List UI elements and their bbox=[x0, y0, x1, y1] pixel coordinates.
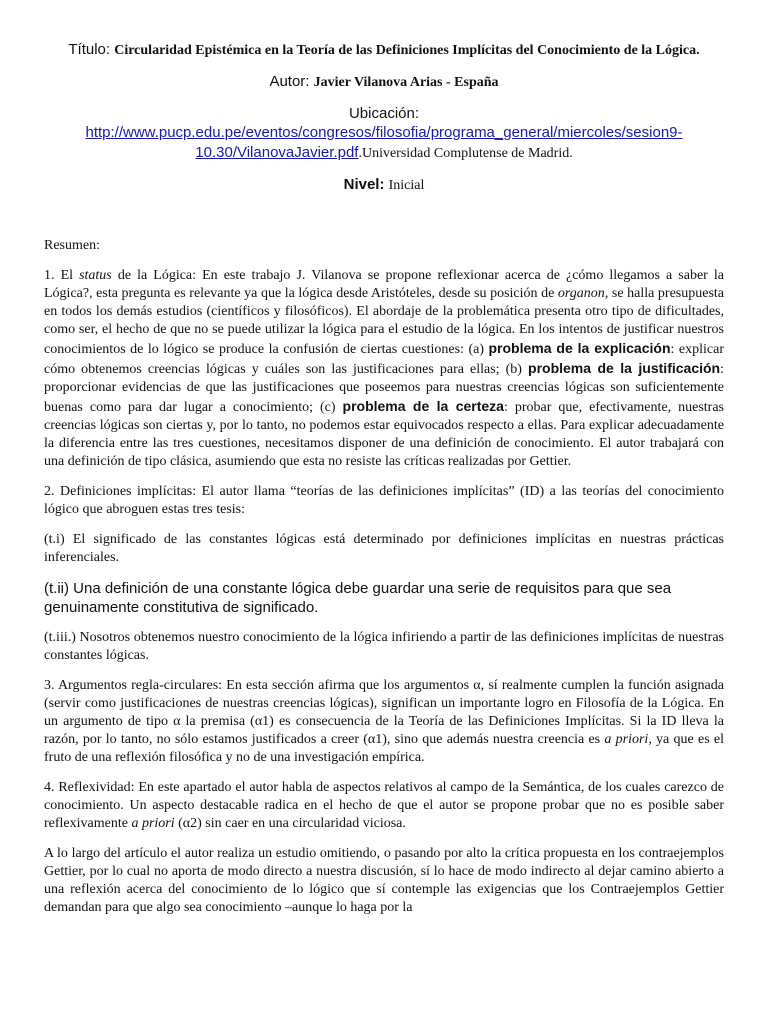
document-title: Circularidad Epistémica en la Teoría de las Definiciones Implícitas del Conocimiento de la Lógica. bbox=[114, 43, 700, 58]
p1-text-f: : probar que, efectivamente, nuestras creencias lógicas son ciertas y, por lo tanto, no podemos estar equivocados respecto a ellas. Para explicar adecuadamente la diferencia entre las tres cuestiones, necesitamos disponer de una definición de conocimiento. El autor trabajará con una definición de tipo clásica, asumiendo que esta no resiste las críticas realizadas por Gettier. bbox=[44, 400, 724, 469]
p1-status-term: status bbox=[79, 268, 112, 283]
paragraph-thesis-2: (t.ii) Una definición de una constante lógica debe guardar una serie de requisitos para que sea genuinamente constitutiva de significado. bbox=[44, 580, 672, 616]
p6-apriori-term: a priori bbox=[604, 732, 649, 747]
author-label: Autor: bbox=[269, 73, 314, 90]
p1-problem-explicacion: problema de la explicación bbox=[488, 340, 671, 356]
resumen-label: Resumen: bbox=[44, 238, 100, 253]
p1-text-b: de la Lógica: En este trabajo J. Vilanova se propone reflexionar acerca de ¿cómo llegamos a saber la Lógica?, esta pregunta es relevante ya que la lógica desde Aristóteles, desde su posición de bbox=[44, 268, 724, 301]
p6-text-b: , ya que es el fruto de una reflexión filosófica y no de una investigación empírica. bbox=[44, 732, 724, 765]
p1-text-a: 1. El bbox=[44, 268, 80, 283]
paragraph-status bbox=[44, 267, 724, 471]
p7-text-b: (α2) sin caer en una circularidad viciosa. bbox=[174, 816, 406, 831]
location-link[interactable]: http://www.pucp.edu.pe/eventos/congresos/filosofia/programa_general/miercoles/sesion9-10.30/VilanovaJavier.pdf bbox=[85, 124, 683, 161]
paragraph-argumentos bbox=[44, 677, 724, 767]
paragraph-thesis-1: (t.i) El significado de las constantes lógicas está determinado por definiciones implícitas en nuestras prácticas inferenciales. bbox=[44, 532, 724, 565]
paragraph-reflexividad bbox=[44, 779, 724, 833]
p1-problem-justificacion: problema de la justificación bbox=[528, 360, 721, 376]
p1-organon-term: organon bbox=[557, 286, 605, 301]
paragraph-conclusion: A lo largo del artículo el autor realiza un estudio omitiendo, o pasando por alto la crítica propuesta en los contraejemplos Gettier, por lo cual no aporta de modo directo a nuestra discusión, sí lo hace de modo indirecto al dejar camino abierto a una reflexión acerca del conocimiento de lo lógico que sí contemple las exigencias que los Contraejemplos Gettier demandan para que algo sea conocimiento –aunque lo haga por la bbox=[44, 846, 724, 915]
author-line bbox=[44, 72, 724, 92]
p1-text-e: : proporcionar evidencias de que las justificaciones que poseemos para nuestras creencias lógicas son suficientemente buenas como para dar lugar a conocimiento; (c) bbox=[44, 362, 724, 415]
paragraph-definiciones: 2. Definiciones implícitas: El autor llama “teorías de las definiciones implícitas” (ID) a las teorías del conocimiento lógico que abroguen estas tres tesis: bbox=[44, 484, 724, 517]
location-suffix: .Universidad Complutense de Madrid. bbox=[358, 146, 573, 161]
p1-text-c: , se halla presupuesta en todos los demás estudios (científicos y filosóficos). El abordaje de la problemática presenta otro tipo de dificultades, como ser, el hecho de que no se puede utilizar la lógica para el estudio de la lógica. En los intentos de justificar nuestros conocimientos de lo lógico se produce la confusión de ciertas cuestiones: (a) bbox=[44, 286, 724, 357]
p7-apriori-term: a priori bbox=[131, 816, 175, 831]
p1-problem-certeza: problema de la certeza bbox=[342, 398, 504, 414]
paragraph-thesis-3: (t.iii.) Nosotros obtenemos nuestro conocimiento de la lógica infiriendo a partir de las definiciones implícitas de nuestras constantes lógicas. bbox=[44, 630, 724, 663]
location-label: Ubicación: bbox=[348, 105, 420, 122]
level-line bbox=[44, 175, 724, 195]
p1-text-d: : explicar cómo obtenemos creencias lógicas y cuáles son las justificaciones para ellas; (b) bbox=[44, 342, 724, 377]
title-line bbox=[44, 40, 724, 60]
location-block bbox=[44, 104, 724, 163]
title-label: Título: bbox=[68, 41, 115, 58]
author-name: Javier Vilanova Arias - España bbox=[313, 75, 499, 90]
level-value: Inicial bbox=[388, 178, 425, 193]
level-label: Nivel: bbox=[343, 176, 389, 193]
p6-text-a: 3. Argumentos regla-circulares: En esta sección afirma que los argumentos α, sí realmente cumplen la función asignada (servir como justificaciones de nuestras creencias lógicas), significan un importante logro en Filosofía de la Lógica. En un argumento de tipo α la premisa (α1) es consecuencia de la Teoría de las Definiciones Implícitas. Si la ID lleva la razón, por lo tanto, no sólo estamos justificados a creer (α1), sino que además nuestra creencia es bbox=[44, 678, 724, 747]
p7-text-a: 4. Reflexividad: En este apartado el autor habla de aspectos relativos al campo de la Semántica, de los cuales carezco de conocimiento. Un aspecto destacable radica en el hecho de que el autor se propone probar que no es posible saber reflexivamente bbox=[44, 780, 724, 831]
